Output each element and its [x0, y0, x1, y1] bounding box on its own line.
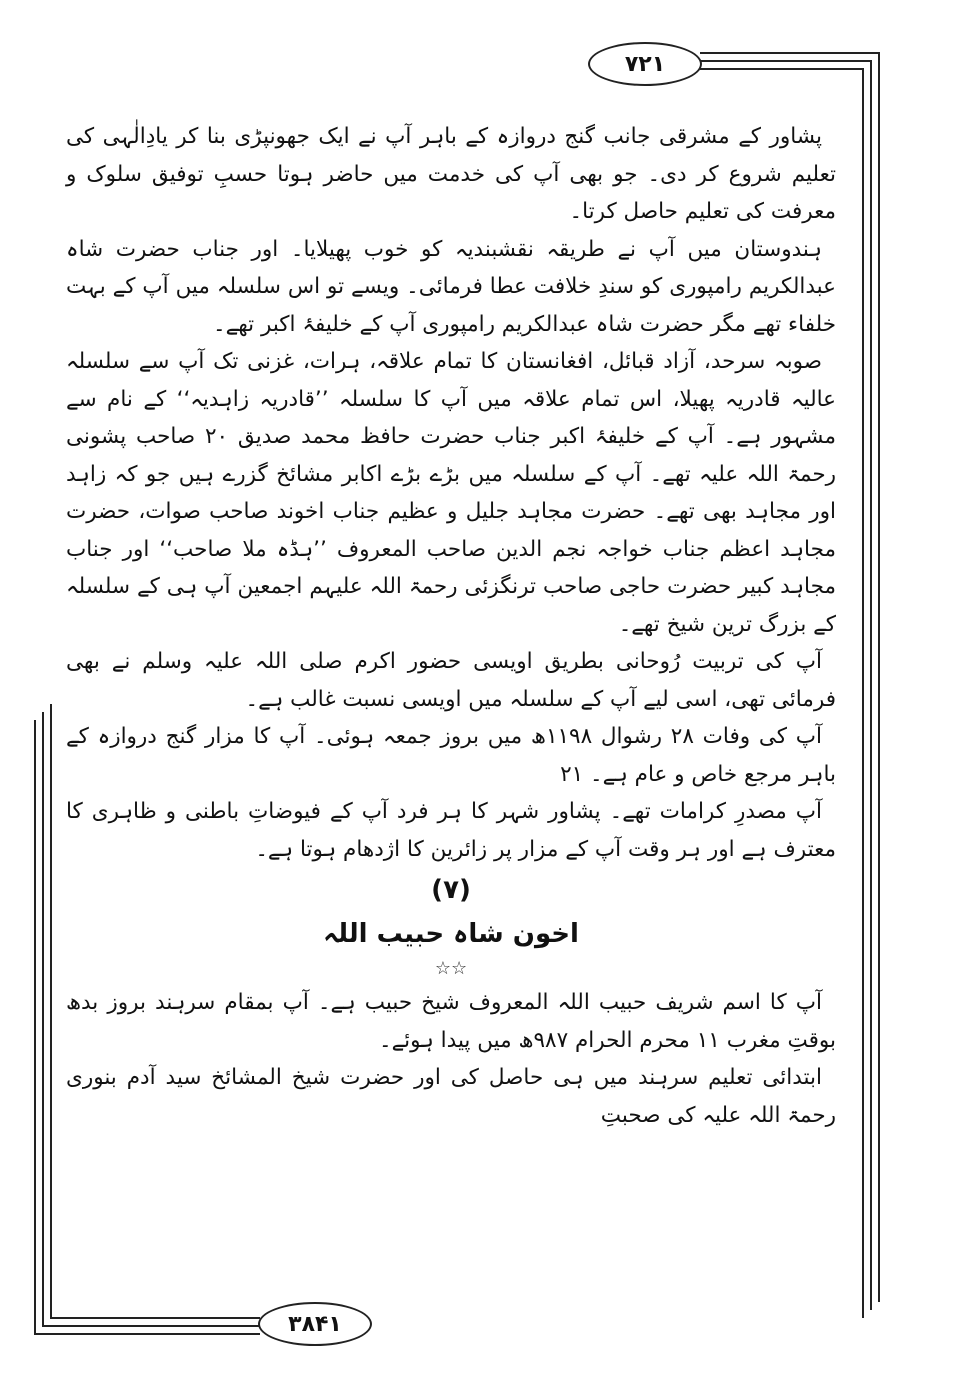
header-page-number: [588, 42, 702, 86]
frame-left-line-3: [50, 704, 52, 1319]
paragraph-1: پشاور کے مشرقی جانب گنج دروازہ کے باہر آپ نے ایک جھونپڑی بنا کر یادِالٰہی کی تعلیم شروع کر دی۔ جو بھی آپ کی خدمت میں حاضر ہوتا حسبِ توفیق سلوک و معرفت کی تعلیم حاصل کرتا۔: [66, 124, 836, 224]
page-body: [66, 118, 836, 1134]
section-title: اخون شاہ حبیب اللہ: [323, 919, 579, 949]
frame-right-line-1: [878, 52, 880, 1302]
section-paragraph-2: ابتدائی تعلیم سرہند میں ہی حاصل کی اور حضرت شیخ المشائخ سید آدم بنوری رحمۃ اللہ علیہ کی صحبتِ: [66, 1065, 836, 1128]
frame-left-line-2: [42, 712, 44, 1327]
frame-bottom-line-2: [42, 1325, 260, 1327]
paragraph-5: آپ کی وفات ۲۸ رشوال ۱۱۹۸ھ میں بروز جمعہ ہوئی۔ آپ کا مزار گنج دروازہ کے باہر مرجع خاص و عام ہے۔ ۲۱: [66, 724, 836, 787]
paragraph-3: صوبہ سرحد، آزاد قبائل، افغانستان کا تمام علاقہ، ہرات، غزنی تک آپ سے سلسلہ عالیہ قادریہ پھیلا، اس تمام علاقہ میں آپ کا سلسلہ ’’قادریہ زاہدیہ‘‘ کے نام سے مشہور ہے۔ آپ کے خلیفۂ اکبر جناب حضرت حافظ محمد صدیق ۲۰ صاحب پشونی رحمۃ اللہ علیہ تھے۔ آپ کے سلسلہ میں بڑے بڑے اکابر مشائخ گزرے ہیں جو کہ زاہد اور مجاہد بھی تھے۔ حضرت مجاہد جلیل و عظیم جناب اخوند صاحب صوات، حضرت مجاہد اعظم جناب خواجہ نجم الدین صاحب المعروف ’’ہڈہ ملا صاحب‘‘ اور جناب مجاہد کبیر حضرت حاجی صاحب ترنگزئی رحمۃ اللہ علیہم اجمعین آپ ہی کے سلسلہ کے بزرگ ترین شیخ تھے۔: [66, 349, 836, 637]
paragraph-6: آپ مصدرِ کرامات تھے۔ پشاور شہر کا ہر فرد آپ کے فیوضاتِ باطنی و ظاہری کا معترف ہے اور ہر وقت آپ کے مزار پر زائرین کا اژدھام ہوتا ہے۔: [66, 799, 836, 862]
frame-right-line-2: [870, 60, 872, 1310]
frame-top-line-3: [700, 68, 864, 70]
paragraph-4: آپ کی تربیت رُوحانی بطریق اویسی حضور اکرم صلی اللہ علیہ وسلم نے بھی فرمائی تھی، اسی لیے آپ کے سلسلہ میں اویسی نسبت غالب ہے۔: [66, 649, 836, 712]
footer-page-number: [258, 1302, 372, 1346]
section-number: (۷): [431, 875, 471, 905]
frame-bottom-line-3: [50, 1317, 260, 1319]
footer-page-number-text: ۳۸۴۱: [288, 1311, 342, 1337]
frame-left-line-1: [34, 720, 36, 1335]
frame-right-line-3: [862, 68, 864, 1318]
header-page-number-text: ۷۲۱: [624, 51, 666, 77]
frame-bottom-line-1: [34, 1333, 260, 1335]
frame-top-line-1: [700, 52, 880, 54]
section-paragraph-1: آپ کا اسم شریف حبیب اللہ المعروف شیخ حبیب ہے۔ آپ بمقام سرہند بروز بدھ بوقتِ مغرب ۱۱ محرم الحرام ۹۸۷ھ میں پیدا ہوئے۔: [66, 990, 836, 1053]
paragraph-2: ہندوستان میں آپ نے طریقہ نقشبندیہ کو خوب پھیلایا۔ اور جناب حضرت شاہ عبدالکریم رامپوری کو سندِ خلافت عطا فرمائی۔ ویسے تو اس سلسلہ میں آپ کے بہت خلفاء تھے مگر حضرت شاہ عبدالکریم رامپوری آپ کے خلیفۂ اکبر تھے۔: [66, 236, 836, 337]
section-stars-ornament: ☆☆: [434, 958, 468, 979]
frame-top-line-2: [700, 60, 872, 62]
